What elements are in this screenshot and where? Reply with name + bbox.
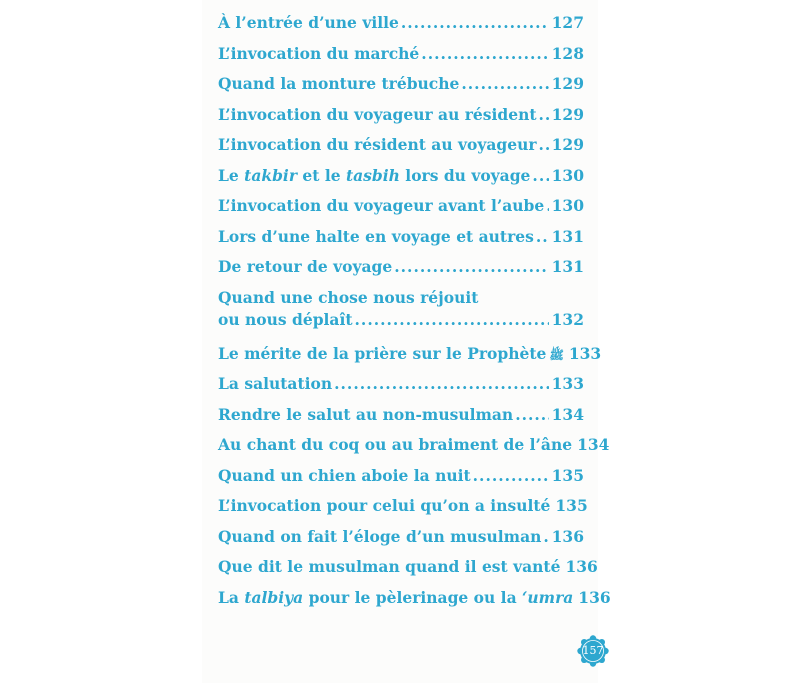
toc-entry [218, 226, 584, 257]
toc-entry [218, 12, 584, 43]
toc-entry-page: 127 [551, 13, 584, 32]
toc-entry [218, 587, 611, 618]
dot-leader [539, 134, 549, 156]
toc-entry [218, 134, 584, 165]
toc-entry [218, 526, 584, 557]
toc-entry-title: L’invocation du voyageur avant l’aube [218, 196, 545, 215]
dot-leader [461, 73, 548, 95]
toc-entry-page: 134 [577, 435, 610, 454]
toc-entry-page: 136 [551, 526, 584, 546]
toc-entry [218, 465, 584, 496]
toc-entry [218, 495, 588, 526]
title-text: La [218, 587, 245, 607]
dot-leader [515, 404, 548, 426]
dot-leader [355, 309, 549, 331]
toc-entry-title [218, 587, 573, 609]
dot-leader [543, 526, 548, 548]
toc-entry-title: De retour de voyage [218, 257, 393, 276]
toc-entry-title: L’invocation du marché [218, 43, 420, 63]
title-text: lors du voyage [399, 165, 531, 185]
dot-leader [394, 256, 548, 278]
toc-entry [218, 434, 610, 465]
title-italic: tasbih [345, 165, 400, 185]
title-italic: talbiya [244, 587, 304, 607]
toc-entry-title: Lors d’une halte en voyage et autres [218, 226, 534, 246]
toc-entry-page: 134 [551, 404, 584, 424]
toc-entry [218, 287, 584, 343]
toc-entry-title: Quand la monture trébuche [218, 74, 460, 93]
toc-entry-page: 129 [551, 104, 584, 124]
toc-entry-title: Quand un chien aboie la nuit [218, 465, 471, 485]
toc-entry-page: 129 [551, 135, 584, 154]
toc-entry [218, 73, 584, 104]
toc-entry [218, 373, 584, 404]
book-page [202, 0, 611, 683]
title-italic: takbir [244, 165, 297, 185]
title-text: Le mérite de la prière sur le Prophète [218, 343, 547, 363]
toc-entry [218, 165, 584, 196]
toc-entry-page: 130 [551, 165, 584, 185]
toc-entry-page: 133 [551, 374, 584, 393]
salawat-seal: ﷺ [549, 347, 564, 362]
toc-entry-title [218, 165, 530, 187]
title-text: Le [218, 165, 245, 185]
toc-entry-page: 132 [551, 309, 584, 329]
toc-entry [218, 104, 584, 135]
toc-entry-page: 131 [551, 226, 584, 246]
dot-leader [532, 165, 548, 187]
toc-entry-title: Quand on fait l’éloge d’un musulman [218, 526, 542, 546]
toc-entry-title: L’invocation du voyageur au résident [218, 104, 537, 124]
toc-entry-page: 128 [551, 43, 584, 63]
toc-entry-title: Que dit le musulman quand il est vanté [218, 557, 561, 576]
toc-entry-continuation [218, 309, 584, 331]
toc-entry-title: L’invocation du résident au voyageur [218, 135, 537, 154]
toc-entry-title: Quand une chose nous réjouit [218, 287, 479, 307]
toc-entry [218, 43, 584, 74]
toc-entry-title: L’invocation pour celui qu’on a insulté [218, 496, 551, 515]
toc-entry-title [218, 343, 564, 366]
toc-entry-title-cont: ou nous déplaît [218, 309, 353, 329]
toc-entry [218, 556, 598, 587]
toc-entry-title: À l’entrée d’une ville [218, 13, 399, 32]
toc-entry-page: 131 [551, 257, 584, 276]
toc-entry-page: 136 [565, 557, 598, 576]
toc-entry-title: Rendre le salut au non-musulman [218, 404, 514, 424]
toc-entry [218, 256, 584, 287]
toc-entry-title: Au chant du coq ou au braiment de l’âne [218, 435, 573, 454]
dot-leader [539, 104, 549, 126]
dot-leader [546, 195, 548, 217]
dot-leader [536, 226, 549, 248]
page-number-badge [576, 634, 610, 668]
page-number: 157 [582, 644, 604, 657]
dot-leader [421, 43, 548, 65]
dot-leader [473, 465, 549, 487]
title-text: et le [297, 165, 346, 185]
title-italic: ‘umra [522, 587, 574, 607]
dot-leader [334, 373, 549, 395]
toc-entry-page: 130 [551, 196, 584, 215]
toc-entry-page: 129 [551, 74, 584, 93]
title-text: pour le pèlerinage ou la [303, 587, 523, 607]
toc-entry-page: 135 [551, 465, 584, 485]
toc-entry-title: La salutation [218, 374, 333, 393]
dot-leader [401, 12, 549, 34]
table-of-contents [218, 12, 611, 617]
toc-entry-page: 136 [578, 587, 611, 607]
toc-entry-page: 135 [555, 496, 588, 515]
toc-entry [218, 195, 584, 226]
toc-entry [218, 343, 602, 374]
toc-entry-page: 133 [568, 343, 602, 363]
toc-entry [218, 404, 584, 435]
